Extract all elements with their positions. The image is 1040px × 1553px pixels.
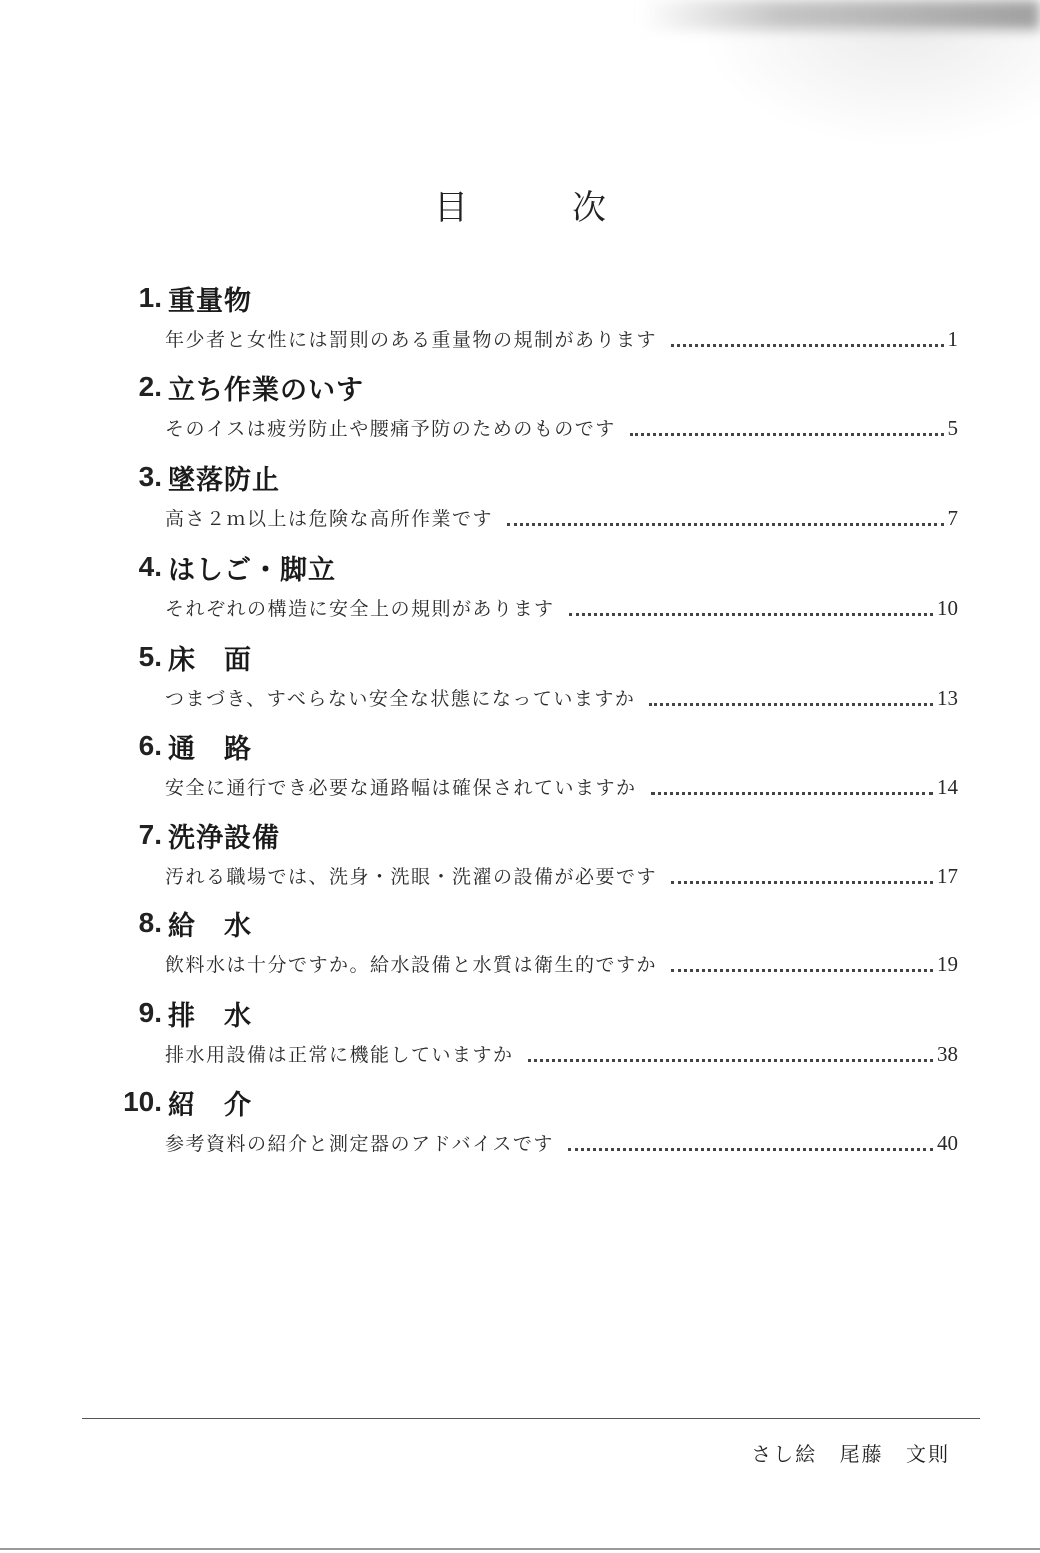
entry-page-number: 5 bbox=[947, 416, 958, 440]
entry-heading: はしご・脚立 bbox=[168, 554, 336, 586]
illustration-credit bbox=[737, 1438, 950, 1467]
entry-number: 4. bbox=[138, 551, 162, 582]
entry-description: つまづき、すべらない安全な状態になっていますか bbox=[165, 688, 636, 710]
page-bottom-edge bbox=[0, 1548, 1040, 1550]
dot-leader bbox=[569, 613, 933, 616]
dot-leader bbox=[568, 1148, 933, 1151]
entry-description: それぞれの構造に安全上の規則があります bbox=[165, 598, 555, 620]
dot-leader bbox=[671, 969, 933, 972]
entry-number: 2. bbox=[138, 371, 162, 402]
entry-page-number: 38 bbox=[937, 1042, 958, 1066]
entry-heading: 通 路 bbox=[168, 733, 252, 765]
entry-heading: 紹 介 bbox=[168, 1089, 252, 1121]
entry-heading: 墜落防止 bbox=[168, 464, 280, 496]
credit-name-family: 尾藤 bbox=[839, 1442, 884, 1466]
entry-number: 9. bbox=[138, 997, 162, 1028]
entry-description: そのイスは疲労防止や腰痛予防のためのものです bbox=[165, 418, 616, 440]
footer-divider bbox=[82, 1418, 980, 1419]
scan-shadow bbox=[640, 0, 1040, 30]
entry-heading: 床 面 bbox=[168, 644, 252, 676]
dot-leader bbox=[507, 523, 943, 526]
entry-page-number: 13 bbox=[937, 686, 958, 710]
entry-page-number: 40 bbox=[937, 1131, 958, 1155]
entry-page-number: 14 bbox=[937, 775, 958, 799]
dot-leader bbox=[528, 1059, 933, 1062]
dot-leader bbox=[630, 433, 944, 436]
credit-name-given: 文則 bbox=[906, 1442, 950, 1466]
dot-leader bbox=[651, 792, 933, 795]
entry-description: 参考資料の紹介と測定器のアドバイスです bbox=[165, 1133, 554, 1155]
entry-page-number: 1 bbox=[947, 327, 958, 351]
entry-description: 汚れる職場では、洗身・洗眼・洗濯の設備が必要です bbox=[165, 866, 658, 888]
page-title: 目次 bbox=[434, 188, 710, 228]
entry-number: 3. bbox=[138, 461, 162, 492]
entry-description: 排水用設備は正常に機能していますか bbox=[165, 1044, 514, 1066]
dot-leader bbox=[649, 703, 933, 706]
entry-description: 飲料水は十分ですか。給水設備と水質は衛生的ですか bbox=[165, 954, 658, 976]
entry-heading: 給 水 bbox=[168, 910, 252, 942]
dot-leader bbox=[671, 344, 943, 347]
dot-leader bbox=[671, 881, 933, 884]
entry-heading: 排 水 bbox=[168, 1000, 252, 1032]
entry-description: 年少者と女性には罰則のある重量物の規制があります bbox=[165, 329, 658, 351]
entry-number: 10. bbox=[123, 1086, 162, 1117]
entry-number: 1. bbox=[138, 282, 162, 313]
credit-label: さし絵 bbox=[751, 1442, 818, 1466]
entry-number: 7. bbox=[138, 819, 162, 850]
entry-heading: 洗浄設備 bbox=[168, 822, 280, 854]
scan-shadow-soft bbox=[700, 28, 1040, 148]
entry-number: 5. bbox=[138, 641, 162, 672]
entry-description: 高さ２ｍ以上は危険な高所作業です bbox=[165, 508, 494, 530]
entry-page-number: 10 bbox=[937, 596, 958, 620]
entry-description: 安全に通行でき必要な通路幅は確保されていますか bbox=[165, 777, 637, 799]
entry-number: 6. bbox=[138, 730, 162, 761]
entry-heading: 立ち作業のいす bbox=[168, 374, 364, 406]
entry-heading: 重量物 bbox=[168, 285, 252, 317]
entry-page-number: 17 bbox=[937, 864, 958, 888]
entry-number: 8. bbox=[138, 907, 162, 938]
entry-page-number: 7 bbox=[947, 506, 958, 530]
entry-page-number: 19 bbox=[937, 952, 958, 976]
